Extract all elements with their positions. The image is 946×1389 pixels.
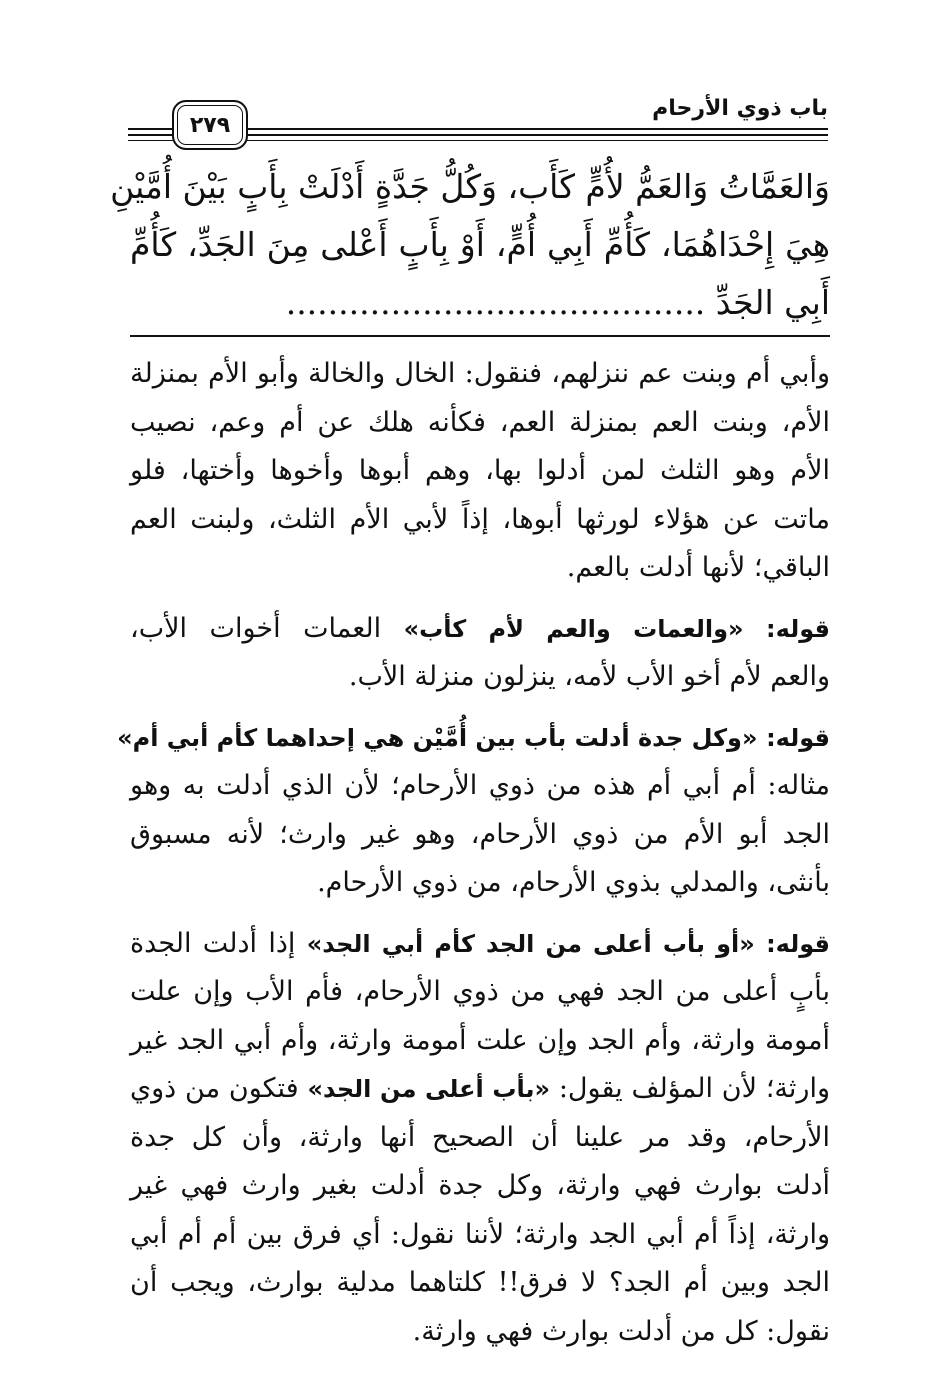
commentary-line: أمومة وارثة، وأم الجد وإن علت أمومة وارثة، وأم أبي الجد غير xyxy=(130,1024,830,1056)
matn-text xyxy=(110,158,830,332)
matn-line-text: أَبِي الجَدِّ xyxy=(715,283,830,322)
commentary-text xyxy=(117,350,830,1356)
quoted-matn: «والعمات والعم لأم كأب» xyxy=(403,614,744,643)
commentary-line xyxy=(130,920,830,969)
commentary-line: وأبي أم وبنت عم ننزلهم، فنقول: الخال والخالة وأبو الأم بمنزلة xyxy=(130,358,830,389)
commentary-line: بأنثى، والمدلي بذوي الأرحام، من ذوي الأرحام. xyxy=(317,867,830,898)
commentary-line: الأرحام، وقد مر علينا أن الصحيح أنها وارثة، وأن كل جدة xyxy=(130,1121,830,1153)
commentary-line xyxy=(130,1065,830,1114)
page-header xyxy=(128,92,828,152)
commentary-line xyxy=(117,714,830,763)
commentary-line: أدلت بوارث فهي وارثة، وكل جدة أدلت بغير وارث فهي غير xyxy=(130,1170,830,1201)
commentary-line: نقول: كل من أدلت بوارث فهي وارثة. xyxy=(412,1315,830,1347)
commentary-line: والعم لأم أخو الأب لأمه، ينزلون منزلة الأب. xyxy=(348,661,830,692)
matn-line: وَالعَمَّاتُ وَالعَمُّ لأُمٍّ كَأَب، وَكُلُّ جَدَّةٍ أَدْلَتْ بِأَبٍ بَيْنَ أُمَّيْنِ xyxy=(110,167,830,206)
commentary-text-span: وارثة؛ لأن المؤلف يقول: xyxy=(558,1073,830,1104)
commentary-line: الجد أبو الأم من ذوي الأرحام، وهو غير وارث؛ لأنه مسبوق xyxy=(130,818,830,850)
quoted-matn: «وكل جدة أدلت بأب بين أُمَّيْن هي إحداهما كأم أبي أم» xyxy=(117,723,758,752)
commentary-line: الجد وبين أم الجد؟ لا فرق!! كلتاهما مدلية بوارث، ويجب أن xyxy=(130,1267,830,1298)
commentary-text-span: العمات أخوات الأب، xyxy=(130,612,382,644)
commentary-text-span: فتكون من ذوي xyxy=(130,1073,299,1104)
matn-separator xyxy=(130,335,830,337)
commentary-line: الأم وهو الثلث لمن أدلوا بها، وهم أبوها وأخوها وأختها، فلو xyxy=(130,455,830,486)
qawluhu-label: قوله: xyxy=(766,723,830,752)
qawluhu-label: قوله: xyxy=(766,929,830,958)
commentary-text-span: إذا أدلت الجدة xyxy=(130,927,296,959)
commentary-line: بأبٍ أعلى من الجد فهي من ذوي الأرحام، فأم الأب وإن علت xyxy=(130,976,830,1007)
page-number: ٢٧٩ xyxy=(172,100,248,150)
qawluhu-label: قوله: xyxy=(766,614,830,643)
commentary-line xyxy=(130,605,830,654)
matn-line xyxy=(130,274,830,332)
commentary-line: مثاله: أم أبي أم هذه من ذوي الأرحام؛ لأن الذي أدلت به وهو xyxy=(130,770,830,801)
matn-ellipsis: ........................................ xyxy=(285,283,706,322)
matn-line: هِيَ إِحْدَاهُمَا، كَأُمِّ أَبِي أُمٍّ، أَوْ بِأَبٍ أَعْلى مِنَ الجَدِّ، كَأُمِّ xyxy=(130,225,830,264)
commentary-line: وارثة، إذاً أم أبي الجد وارثة؛ لأننا نقول: أي فرق بين أم أم أبي xyxy=(130,1218,830,1250)
chapter-title: باب ذوي الأرحام xyxy=(644,96,828,121)
quoted-matn: «أو بأب أعلى من الجد كأم أبي الجد» xyxy=(306,929,755,958)
commentary-line: الباقي؛ لأنها أدلت بالعم. xyxy=(566,552,830,583)
commentary-line: ماتت عن هؤلاء لورثها أبوها، إذاً لأبي الأم الثلث، ولبنت العم xyxy=(130,503,830,535)
quoted-matn: «بأب أعلى من الجد» xyxy=(307,1075,550,1103)
commentary-line: الأم، وبنت العم بمنزلة العم، فكأنه هلك عن أم وعم، نصيب xyxy=(130,406,830,438)
